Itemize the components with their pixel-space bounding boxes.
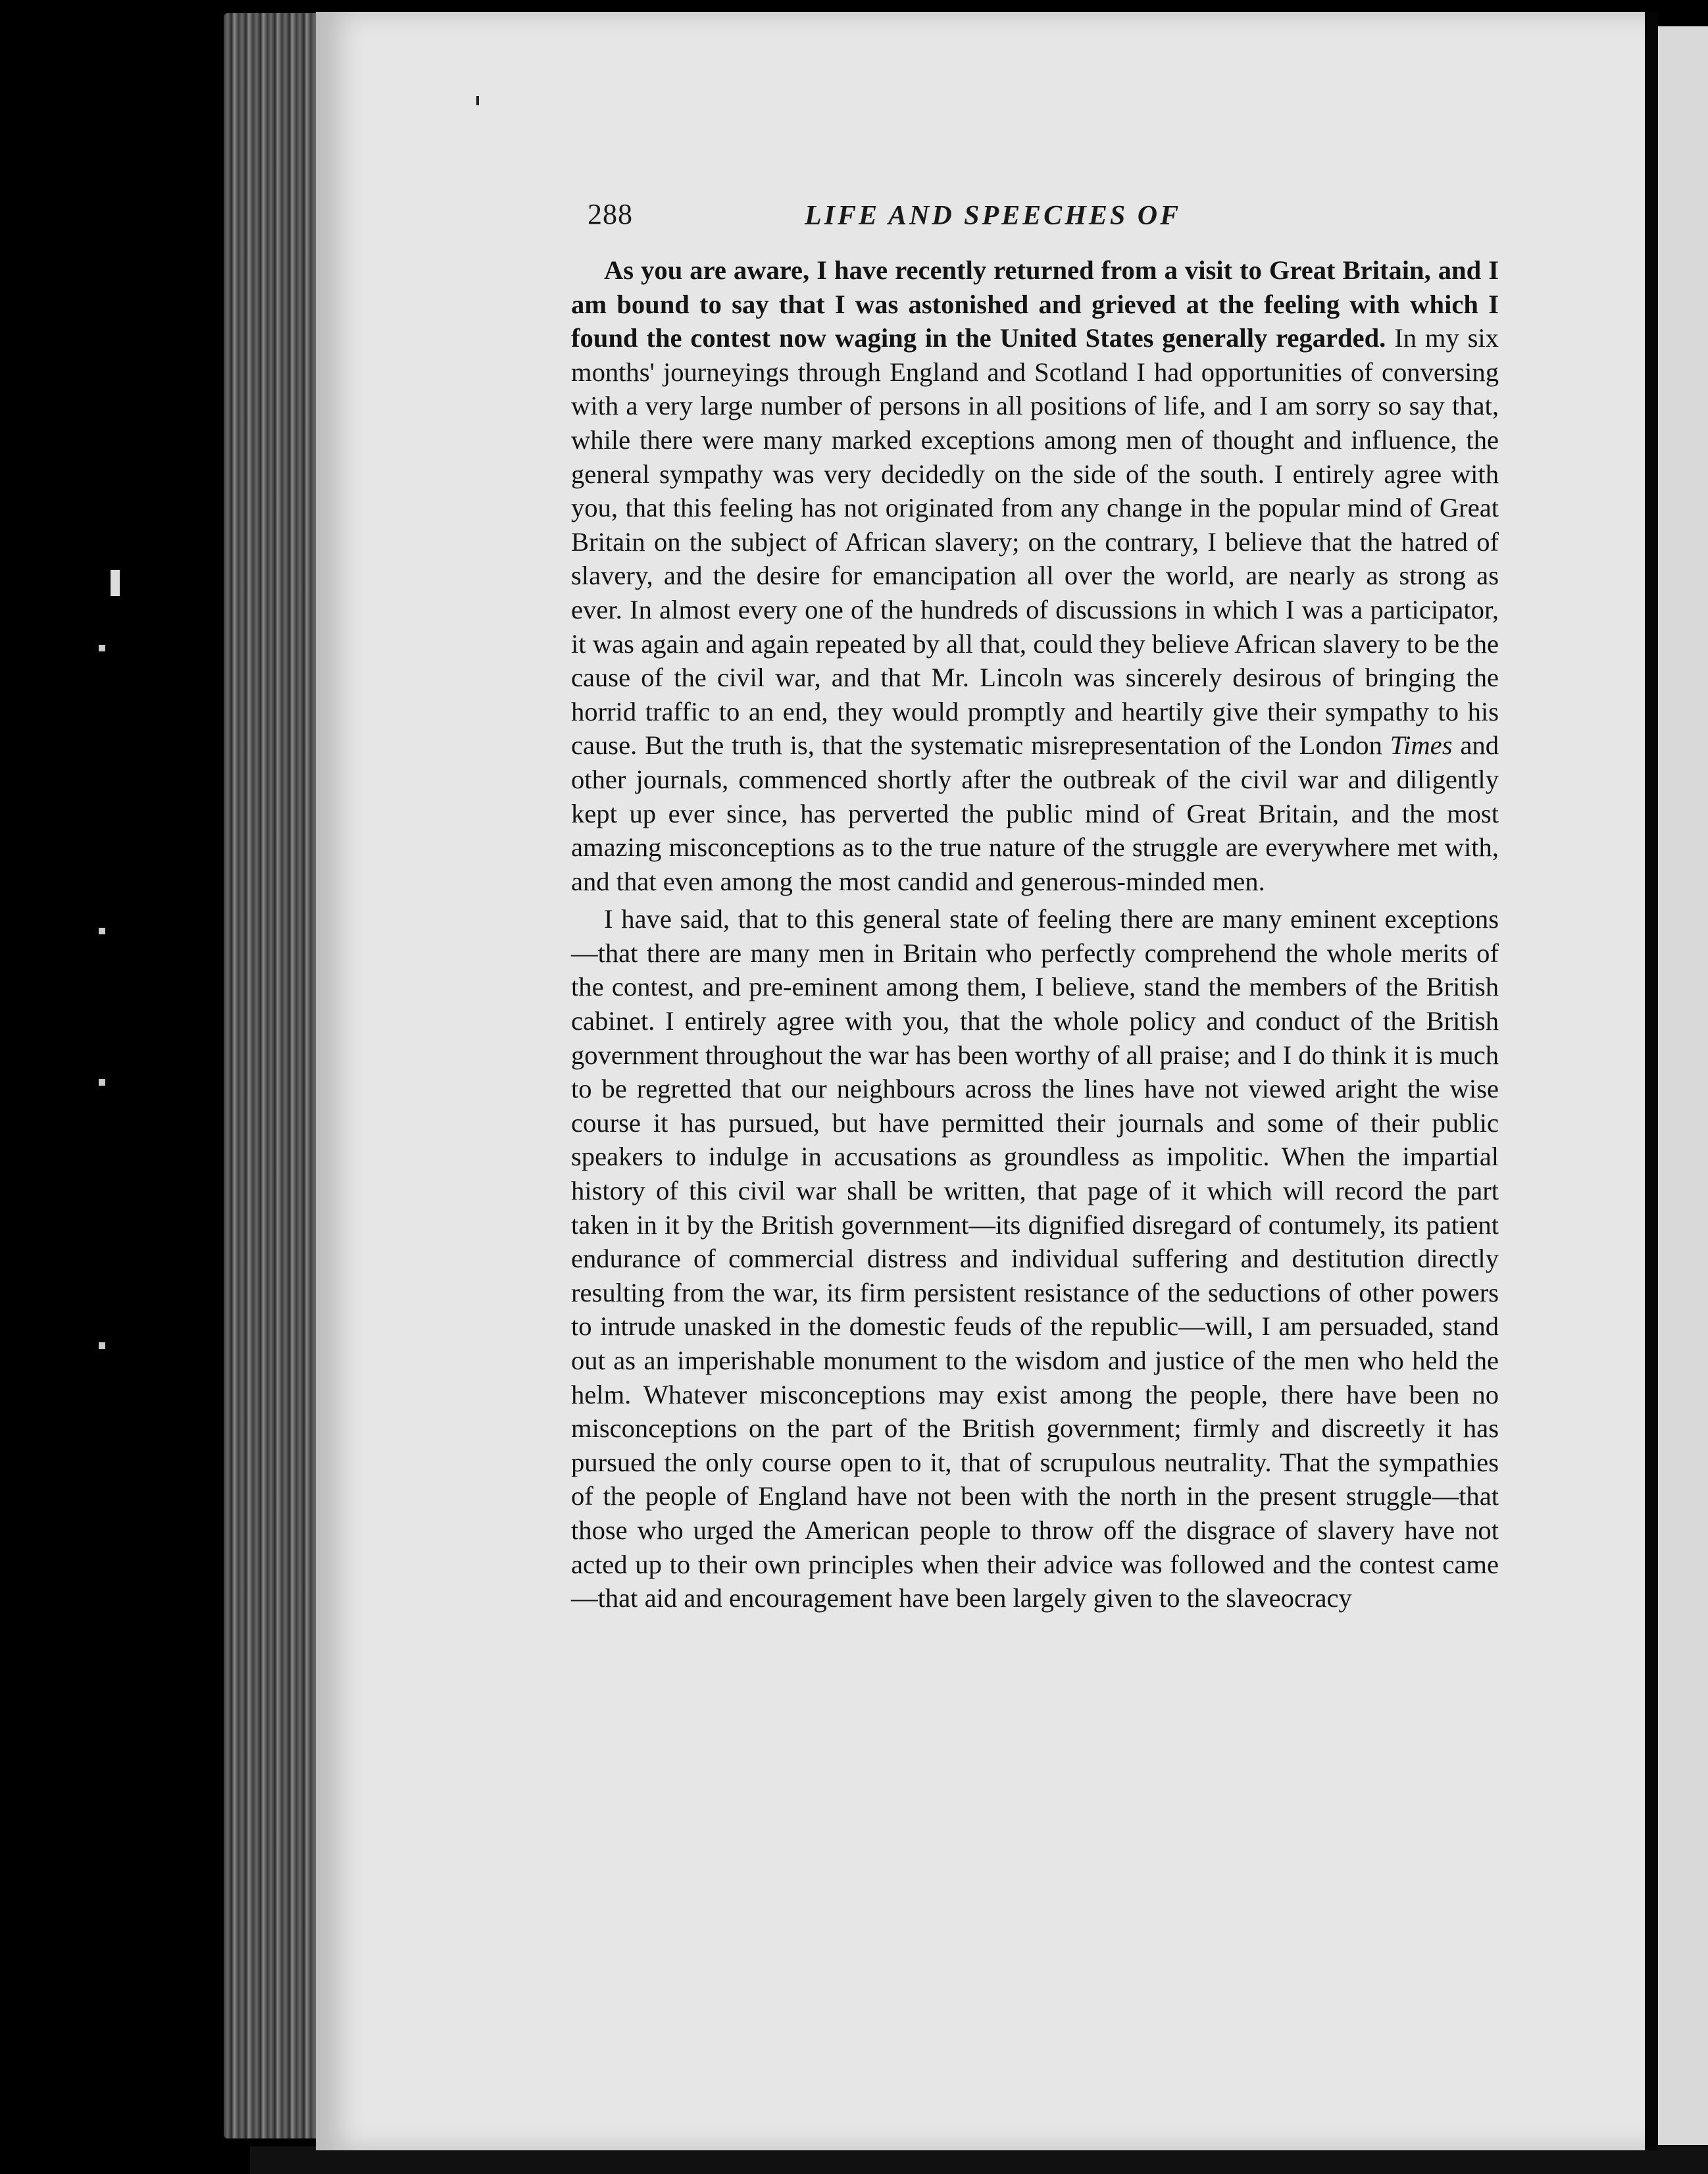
paragraph-1	[571, 253, 1499, 898]
scan-speck	[99, 928, 105, 934]
book-bottom-edge	[250, 2146, 1708, 2174]
paragraph-1-bold-lead: As you are aware, I have recently returned from a visit to Great Britain, and I am bound to say that I was astonished and grieved at the feeling with which I found the contest now waging in the United States generally regarded.	[571, 255, 1499, 353]
scan-speck	[111, 570, 120, 596]
page-number: 288	[588, 198, 633, 230]
page-header	[588, 197, 1245, 237]
paragraph-1-text-continued: and other journals, commenced shortly after the outbreak of the civil war and diligently kept up ever since, has perverted the public mind of Great Britain, and the most amazing misconceptions as to the true nature of the struggle are everywhere met with, and that even among the most candid and generous-minded men.	[571, 730, 1499, 896]
newspaper-title-italic: Times	[1390, 730, 1453, 761]
scan-speck	[476, 96, 479, 105]
scan-speck	[99, 1342, 105, 1349]
page-edges	[224, 13, 329, 2138]
scan-speck	[99, 1079, 105, 1086]
paragraph-2: I have said, that to this general state of feeling there are many eminent exceptions—that there are many men in Britain who perfectly comprehend the whole merits of the contest, and pre-eminent among them, I believe, stand the members of the British cabinet. I entirely agree with you, that the whole policy and conduct of the British government throughout the war has been worthy of all praise; and I do think it is much to be regretted that our neighbours across the lines have not viewed aright the wise course it has pursued, but have permitted their journals and some of their public speakers to indulge in accusations as groundless as impolitic. When the impartial history of this civil war shall be written, that page of it which will record the part taken in it by the British government—its dignified disregard of contumely, its patient endurance of commercial distress and individual suffering and destitution directly resulting from the war, its firm persistent resistance of the seductions of other powers to intrude unasked in the domestic feuds of the republic—will, I am persuaded, stand out as an imperishable monument to the wisdom and justice of the men who held the helm. Whatever misconceptions may exist among the people, there have been no misconceptions on the part of the British government; firmly and discreetly it has pursued the only course open to it, that of scrupulous neutrality. That the sympathies of the people of England have not been with the north in the present struggle—that those who urged the American people to throw off the disgrace of slavery have not acted up to their own principles when their advice was followed and the contest came —that aid and encouragement have been largely given to the slaveocracy	[571, 904, 1499, 1613]
paragraph-1-text: In my six months' journeyings through England and Scotland I had opportunities of conversing with a very large number of persons in all positions of life, and I am sorry so say that, while there were many marked exceptions among men of thought and influence, the general sympathy was very decidedly on the side of the south. I entirely agree with you, that this feeling has not originated from any change in the popular mind of Great Britain on the subject of African slavery; on the contrary, I believe that the hatred of slavery, and the desire for emancipation all over the world, are nearly as strong as ever. In almost every one of the hundreds of discussions in which I was a participator, it was again and again repeated by all that, could they believe African slavery to be the cause of the civil war, and that Mr. Lincoln was sincerely desirous of bringing the horrid traffic to an end, they would promptly and heartily give their sympathy to his cause. But the truth is, that the systematic misrepresentation of the London	[571, 323, 1499, 761]
book-gutter	[1645, 12, 1658, 2150]
body-text	[571, 253, 1499, 1619]
scan-speck	[99, 645, 105, 651]
facing-page-edge	[1658, 26, 1708, 2145]
running-head: LIFE AND SPEECHES OF	[805, 201, 1182, 231]
